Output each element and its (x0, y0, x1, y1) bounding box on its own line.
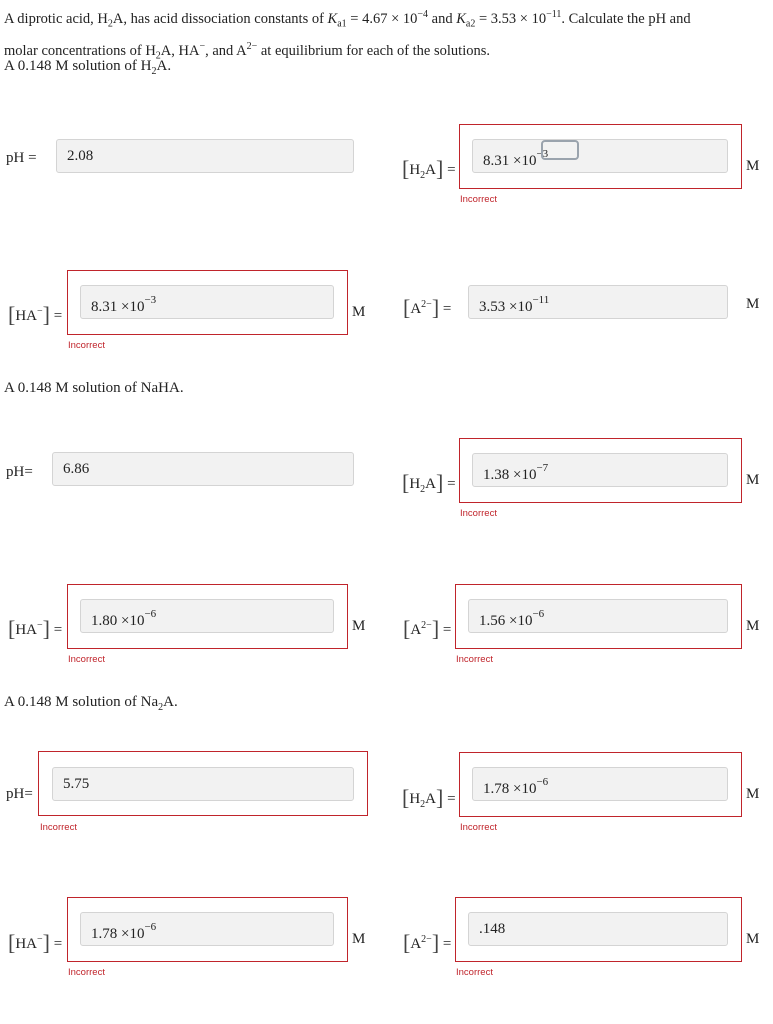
part2-title: A 0.148 M solution of NaHA. (4, 380, 184, 396)
part2-ha-input[interactable]: $1.80 \times 10^{-6}$ (80, 599, 334, 633)
part2-a2-incorrect: Incorrect (456, 654, 493, 665)
part3-h2a-incorrect: Incorrect (460, 822, 497, 833)
part2-ha-label: [HA−] = (8, 616, 63, 641)
part1-h2a-incorrect: Incorrect (460, 194, 497, 205)
part1-ha-label: [HA−] = (8, 302, 63, 327)
part1-a2-input[interactable]: $3.53 \times 10^{-11}$ (468, 285, 728, 319)
part2-a2-label: $[A^{2-}]$ = (403, 616, 452, 641)
part1-ha-incorrect: Incorrect (68, 340, 105, 351)
part2-h2a-label: $[H_2A]$ = (402, 470, 456, 495)
part3-ph-incorrect: Incorrect (40, 822, 77, 833)
part3-ha-label: [HA−] = (8, 930, 63, 955)
part1-ha-input[interactable]: $8.31 \times 10^{-3}$ (80, 285, 334, 319)
part3-h2a-label: $[H_2A]$ = (402, 785, 456, 810)
part1-a2-label: $[A^{2-}]$ = (403, 295, 452, 320)
part1-ph-input[interactable]: 2.08 (56, 139, 354, 173)
part3-a2-unit: M (746, 931, 760, 947)
part2-ha-incorrect: Incorrect (68, 654, 105, 665)
part1-a2-unit: M (746, 296, 760, 312)
problem-statement: A diprotic acid, $H_2A$, has acid dissociation constants of $K_{a1} = 4.67 \times 10^{-4}$ and $K_{a2} = 3.53 \times 10^{-11}$. Calculate the pH and molar concentrations of $H_2A$, HA−, and $A^{2-}$ at equilibrium for each of the solutions. (4, 9, 691, 62)
part3-ha-unit: M (352, 931, 366, 947)
part3-title: A 0.148 M solution of $Na_2A$. (4, 694, 178, 713)
part1-ha-unit: M (352, 304, 366, 320)
part3-a2-input[interactable]: .148 (468, 912, 728, 946)
part3-h2a-input[interactable]: $1.78 \times 10^{-6}$ (472, 767, 728, 801)
part3-h2a-unit: M (746, 786, 760, 802)
part2-ph-input[interactable]: 6.86 (52, 452, 354, 486)
part3-ph-label: pH= (6, 786, 33, 802)
part2-a2-unit: M (746, 618, 760, 634)
part2-ha-unit: M (352, 618, 366, 634)
part1-h2a-label: $[H_2A]$ = (402, 156, 456, 181)
part1-title: A 0.148 M solution of $H_2A$. (4, 58, 172, 77)
part2-h2a-unit: M (746, 472, 760, 488)
part3-ph-input[interactable]: 5.75 (52, 767, 354, 801)
part2-ph-label: pH= (6, 464, 33, 480)
part1-ph-label: pH = (6, 150, 37, 166)
part2-h2a-incorrect: Incorrect (460, 508, 497, 519)
part2-a2-input[interactable]: $1.56 \times 10^{-6}$ (468, 599, 728, 633)
part3-a2-incorrect: Incorrect (456, 967, 493, 978)
part3-ha-incorrect: Incorrect (68, 967, 105, 978)
part3-a2-label: $[A^{2-}]$ = (403, 930, 452, 955)
part1-h2a-input[interactable]: $8.31 \times 10^{-3}$ (472, 139, 728, 173)
exponent-cursor-box[interactable] (541, 140, 579, 160)
part2-h2a-input[interactable]: $1.38 \times 10^{-7}$ (472, 453, 728, 487)
part3-ha-input[interactable]: $1.78 \times 10^{-6}$ (80, 912, 334, 946)
part1-h2a-unit: M (746, 158, 760, 174)
